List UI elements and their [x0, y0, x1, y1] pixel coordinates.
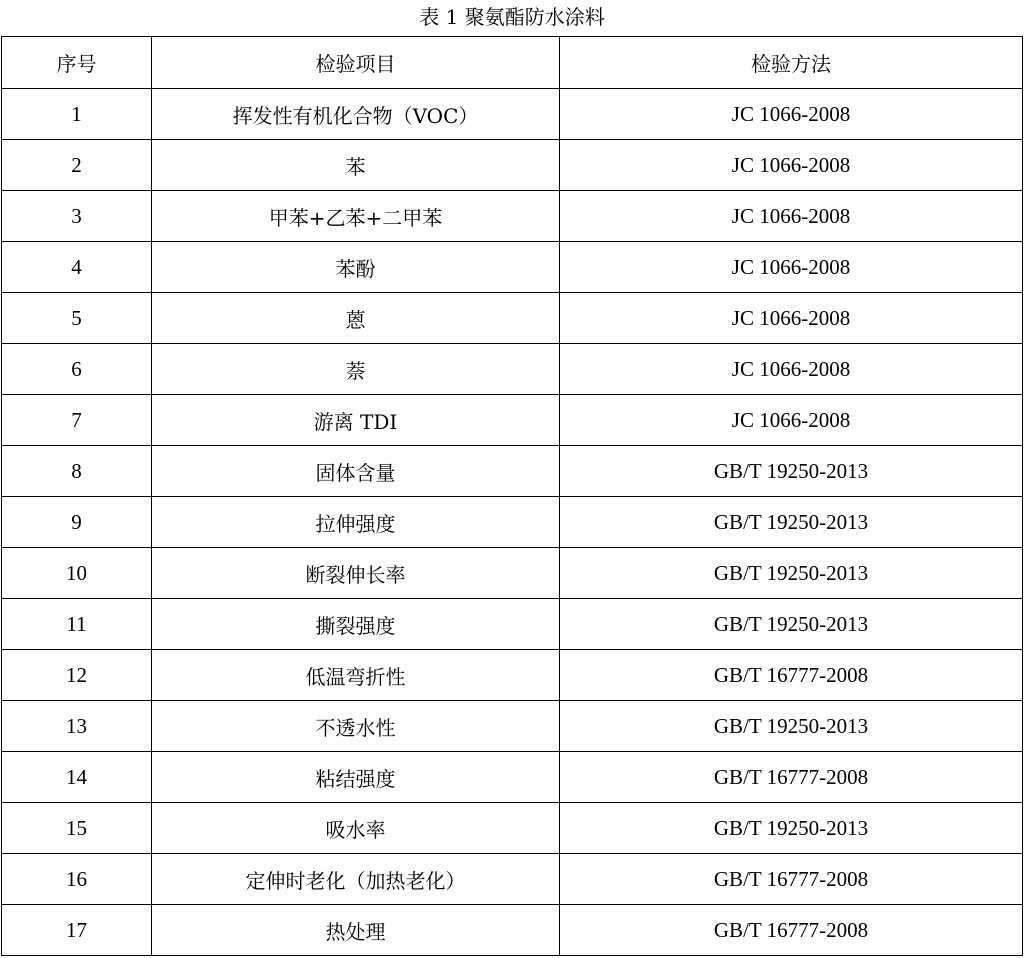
row-no: 13	[2, 701, 152, 752]
row-method: GB/T 19250-2013	[560, 803, 1023, 854]
table-row	[2, 497, 1023, 548]
table-row	[2, 395, 1023, 446]
row-method: GB/T 19250-2013	[560, 701, 1023, 752]
row-item: 固体含量	[152, 446, 560, 497]
table-row	[2, 752, 1023, 803]
row-item: 游离 TDI	[152, 395, 560, 446]
row-method: JC 1066-2008	[560, 395, 1023, 446]
row-method: GB/T 16777-2008	[560, 752, 1023, 803]
table-row	[2, 599, 1023, 650]
row-no: 16	[2, 854, 152, 905]
row-method: JC 1066-2008	[560, 191, 1023, 242]
table-row	[2, 854, 1023, 905]
row-item: 拉伸强度	[152, 497, 560, 548]
header-item: 检验项目	[152, 37, 560, 89]
table-row	[2, 803, 1023, 854]
table-row	[2, 293, 1023, 344]
row-item: 甲苯+乙苯+二甲苯	[152, 191, 560, 242]
row-no: 15	[2, 803, 152, 854]
row-no: 9	[2, 497, 152, 548]
row-item: 粘结强度	[152, 752, 560, 803]
table-header	[2, 37, 1023, 89]
row-item: 蒽	[152, 293, 560, 344]
row-method: JC 1066-2008	[560, 293, 1023, 344]
row-no: 3	[2, 191, 152, 242]
row-method: GB/T 19250-2013	[560, 599, 1023, 650]
row-item: 挥发性有机化合物（VOC）	[152, 89, 560, 140]
row-method: GB/T 16777-2008	[560, 650, 1023, 701]
inspection-table	[1, 36, 1023, 956]
row-method: JC 1066-2008	[560, 89, 1023, 140]
row-item: 吸水率	[152, 803, 560, 854]
row-no: 12	[2, 650, 152, 701]
row-method: GB/T 16777-2008	[560, 854, 1023, 905]
row-item: 萘	[152, 344, 560, 395]
row-method: GB/T 19250-2013	[560, 446, 1023, 497]
row-no: 1	[2, 89, 152, 140]
row-item: 苯酚	[152, 242, 560, 293]
table-row	[2, 242, 1023, 293]
table-body	[2, 89, 1023, 956]
row-item: 不透水性	[152, 701, 560, 752]
row-no: 2	[2, 140, 152, 191]
row-method: GB/T 16777-2008	[560, 905, 1023, 956]
header-no: 序号	[2, 37, 152, 89]
table-row	[2, 446, 1023, 497]
row-no: 5	[2, 293, 152, 344]
table-title: 表 1 聚氨酯防水涂料	[419, 5, 605, 29]
table-row	[2, 701, 1023, 752]
table-row	[2, 191, 1023, 242]
row-item: 热处理	[152, 905, 560, 956]
row-item: 苯	[152, 140, 560, 191]
row-no: 4	[2, 242, 152, 293]
row-method: GB/T 19250-2013	[560, 548, 1023, 599]
table-row	[2, 344, 1023, 395]
row-item: 撕裂强度	[152, 599, 560, 650]
table-row	[2, 140, 1023, 191]
row-method: JC 1066-2008	[560, 242, 1023, 293]
row-method: JC 1066-2008	[560, 344, 1023, 395]
row-no: 14	[2, 752, 152, 803]
row-method: GB/T 19250-2013	[560, 497, 1023, 548]
table-row	[2, 89, 1023, 140]
header-method: 检验方法	[560, 37, 1023, 89]
row-no: 11	[2, 599, 152, 650]
table-row	[2, 548, 1023, 599]
table-row	[2, 650, 1023, 701]
row-item: 低温弯折性	[152, 650, 560, 701]
row-no: 17	[2, 905, 152, 956]
row-no: 6	[2, 344, 152, 395]
row-no: 7	[2, 395, 152, 446]
row-item: 定伸时老化（加热老化）	[152, 854, 560, 905]
row-method: JC 1066-2008	[560, 140, 1023, 191]
row-no: 10	[2, 548, 152, 599]
header-row	[2, 37, 1023, 89]
row-no: 8	[2, 446, 152, 497]
row-item: 断裂伸长率	[152, 548, 560, 599]
table-row	[2, 905, 1023, 956]
